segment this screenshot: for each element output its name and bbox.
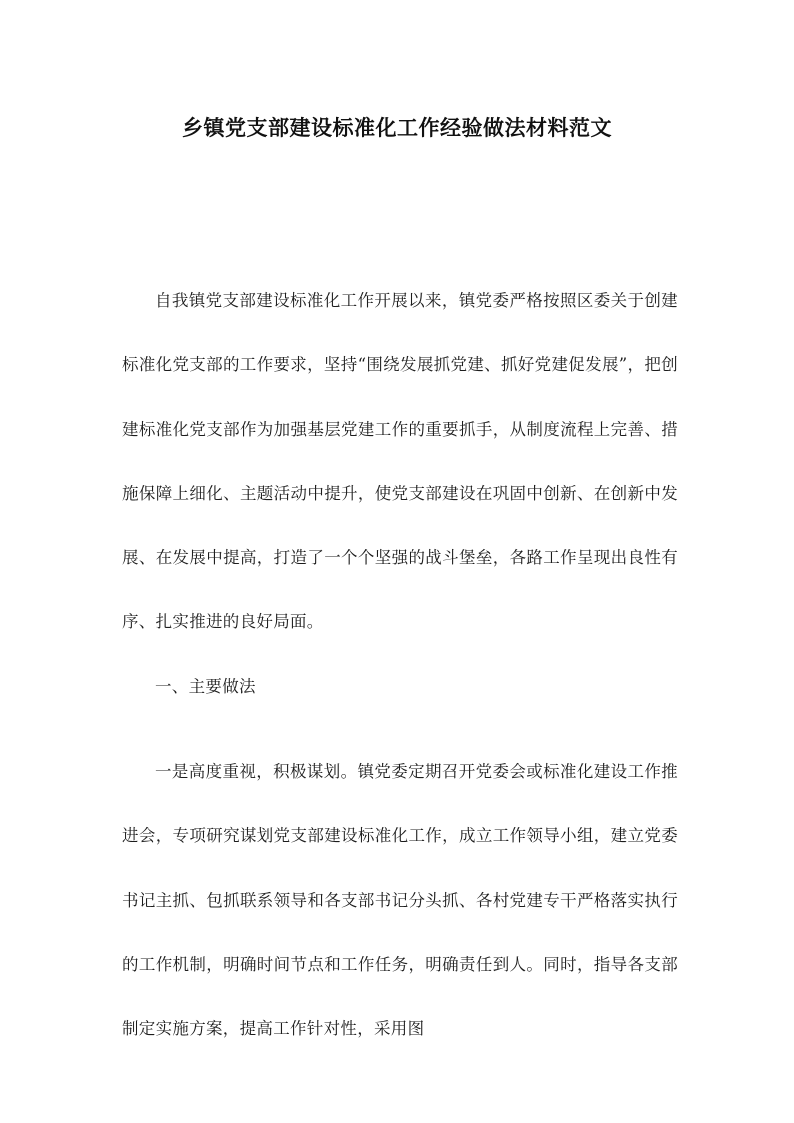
document-title: 乡镇党支部建设标准化工作经验做法材料范文	[182, 116, 612, 140]
section-heading-main-practices: 一、主要做法	[155, 677, 256, 696]
intro-paragraph: 自我镇党支部建设标准化工作开展以来，镇党委严格按照区委关于创建标准化党支部的工作要求，坚持“围绕发展抓党建、抓好党建促发展”，把创建标准化党支部作为加强基层党建工作的重要抓手，从制度流程上完善、措施保障上细化、主题活动中提升，使党支部建设在巩固中创新、在创新中发展、在发展中提高，打造了一个个坚强的战斗堡垒，各路工作呈现出良性有序、扎实推进的良好局面。	[122, 291, 678, 632]
body-paragraph-first-practice: 一是高度重视，积极谋划。镇党委定期召开党委会或标准化建设工作推进会，专项研究谋划党支部建设标准化工作，成立工作领导小组，建立党委书记主抓、包抓联系领导和各支部书记分头抓、各村党建专干严格落实执行的工作机制，明确时间节点和工作任务，明确责任到人。同时，指导各支部制定实施方案，提高工作针对性，采用图	[122, 762, 678, 1039]
